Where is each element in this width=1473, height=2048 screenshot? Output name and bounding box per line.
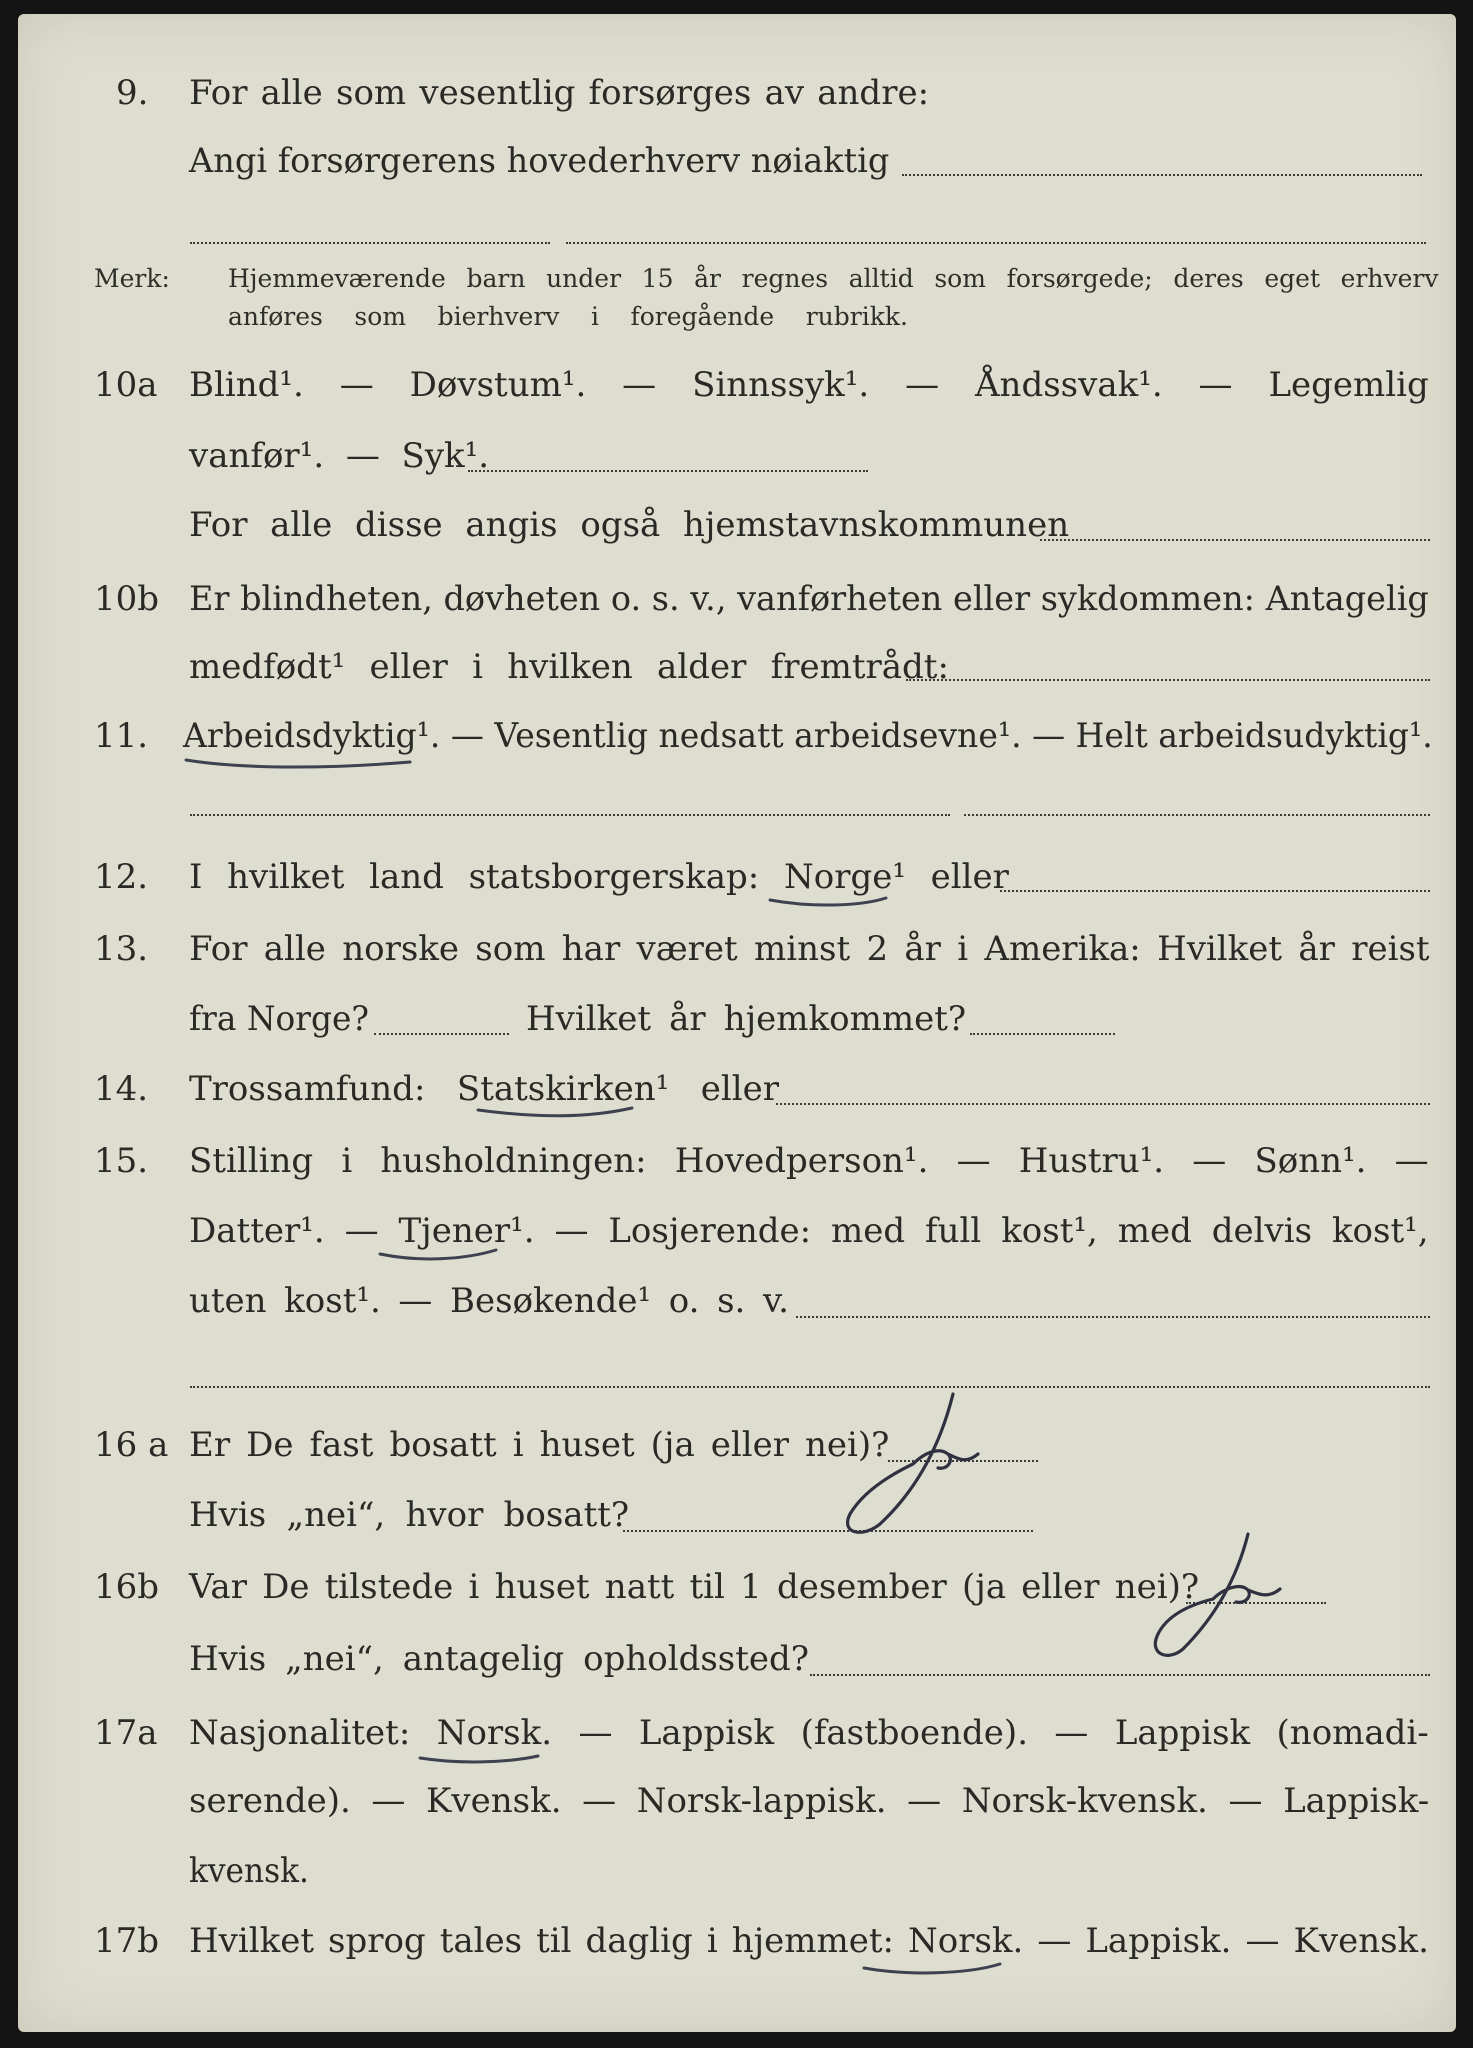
question-16b-line-1: Var De tilstede i huset natt til 1 desember (ja eller nei)? xyxy=(189,1567,1200,1607)
underline-norsk-17b xyxy=(864,1964,1000,1973)
question-16b-line-2: Hvis „nei“, antagelig opholdssted? xyxy=(189,1639,810,1679)
question-16a-line-1: Er De fast bosatt i huset (ja eller nei)? xyxy=(189,1425,890,1465)
underline-tjener xyxy=(380,1250,496,1259)
question-17b-line-1: Hvilket sprog tales til daglig i hjemmet: Norsk. — Lappisk. — Kvensk. xyxy=(189,1921,1429,1961)
question-number-9: 9. xyxy=(116,73,149,113)
question-10a-line-1: Blind¹. — Døvstum¹. — Sinnssyk¹. — Åndssvak¹. — Legemlig xyxy=(189,365,1429,405)
question-number-16a: 16 a xyxy=(94,1425,169,1465)
question-11-line-1: Arbeidsdyktig¹. — Vesentlig nedsatt arbeidsevne¹. — Helt arbeidsudyktig¹. xyxy=(183,716,1433,756)
handwritten-ja-16b xyxy=(1155,1534,1280,1655)
question-10b-line-1: Er blindheten, døvheten o. s. v., vanførheten eller sykdommen: Antagelig xyxy=(189,579,1429,619)
note-line-1: Hjemmeværende barn under 15 år regnes alltid som forsørgede; deres eget erhverv xyxy=(228,264,1439,293)
question-number-13: 13. xyxy=(94,929,149,969)
question-number-16b: 16b xyxy=(94,1567,160,1607)
question-number-15: 15. xyxy=(94,1141,149,1181)
question-9-line-2: Angi forsørgerens hovederhverv nøiaktig xyxy=(189,141,890,181)
question-13-line-2b: Hvilket år hjemkommet? xyxy=(526,999,967,1039)
handwritten-ja-16a xyxy=(848,1394,978,1532)
question-17a-line-1: Nasjonalitet: Norsk. — Lappisk (fastboende). — Lappisk (nomadi- xyxy=(189,1713,1429,1753)
question-number-12: 12. xyxy=(94,857,149,897)
pencil-marks xyxy=(18,14,1456,2032)
question-number-10b: 10b xyxy=(94,579,160,619)
underline-statskirken xyxy=(478,1108,632,1116)
note-label: Merk: xyxy=(94,264,170,293)
question-10a-line-3: For alle disse angis også hjemstavnskommunen xyxy=(189,505,1070,545)
question-10b-line-2: medfødt¹ eller i hvilken alder fremtrådt: xyxy=(189,647,949,687)
question-15-line-3: uten kost¹. — Besøkende¹ o. s. v. xyxy=(189,1281,789,1321)
question-number-17a: 17a xyxy=(94,1713,158,1753)
question-17a-line-3: kvensk. xyxy=(189,1851,309,1891)
question-15-line-1: Stilling i husholdningen: Hovedperson¹. — Hustru¹. — Sønn¹. — xyxy=(189,1141,1429,1181)
question-10a-line-2: vanfør¹. — Syk¹. xyxy=(189,436,490,476)
census-form-page xyxy=(18,14,1456,2032)
underline-arbeidsdyktig xyxy=(186,760,410,767)
question-16a-line-2: Hvis „nei“, hvor bosatt? xyxy=(189,1495,630,1535)
question-number-17b: 17b xyxy=(94,1921,160,1961)
question-12-line-1: I hvilket land statsborgerskap: Norge¹ eller xyxy=(189,857,1009,897)
question-13-line-1: For alle norske som har været minst 2 år i Amerika: Hvilket år reist xyxy=(189,929,1430,969)
question-14-line-1: Trossamfund: Statskirken¹ eller xyxy=(189,1069,779,1109)
underline-norge xyxy=(770,898,886,905)
question-13-line-2a: fra Norge? xyxy=(189,999,369,1039)
question-number-11: 11. xyxy=(94,716,149,756)
underline-norsk-17a xyxy=(420,1756,538,1762)
question-number-10a: 10a xyxy=(94,365,158,405)
note-line-2: anføres som bierhverv i foregående rubrikk. xyxy=(228,302,908,331)
question-number-14: 14. xyxy=(94,1069,149,1109)
question-9-line-1: For alle som vesentlig forsørges av andre: xyxy=(189,73,930,113)
question-15-line-2: Datter¹. — Tjener¹. — Losjerende: med full kost¹, med delvis kost¹, xyxy=(189,1211,1429,1251)
question-17a-line-2: serende). — Kvensk. — Norsk-lappisk. — Norsk-kvensk. — Lappisk- xyxy=(189,1781,1430,1821)
